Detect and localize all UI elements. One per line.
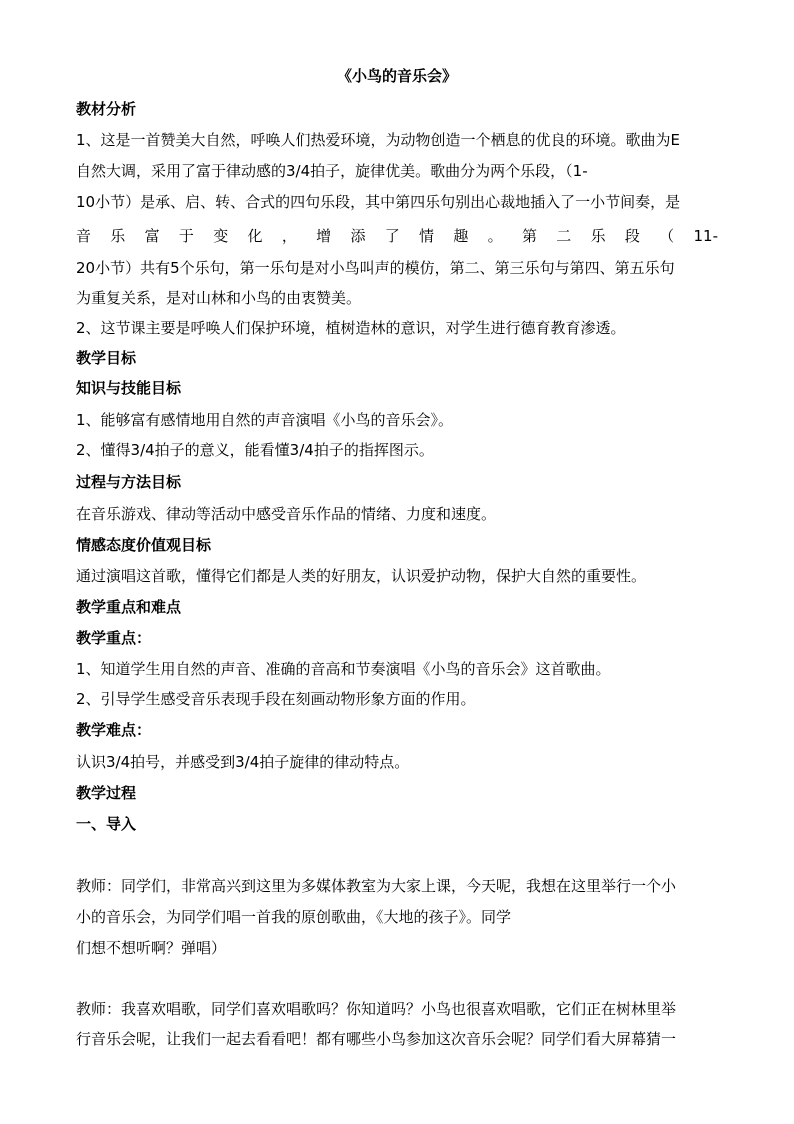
subheading-difficulty: 教学难点： [76,721,152,739]
paragraph-line: 2、懂得3/4拍子的意义，能看懂3/4拍子的指挥图示。 [76,441,434,459]
paragraph-line: 行音乐会呢，让我们一起去看看吧！都有哪些小鸟参加这次音乐会呢？同学们看大屏幕猜一 [76,1030,677,1048]
paragraph-line: 1、这是一首赞美大自然，呼唤人们热爱环境，为动物创造一个栖息的优良的环境。歌曲为E [76,131,681,149]
paragraph-line: 2、引导学生感受音乐表现手段在刻画动物形象方面的作用。 [76,690,476,708]
paragraph-line: 为重复关系，是对山林和小鸟的由衷赞美。 [76,289,362,307]
paragraph-line: 自然大调，采用了富于律动感的3/4拍子，旋律优美。歌曲分为两个乐段，（1- [76,162,588,180]
subheading-knowledge: 知识与技能目标 [76,379,182,397]
section-intro: 一、导入 [76,815,137,833]
paragraph-line: 教师：同学们，非常高兴到这里为多媒体教室为大家上课，今天呢，我想在这里举行一个小 [76,877,677,895]
paragraph-line: 们想不想听啊？弹唱） [76,939,227,957]
paragraph-line: 通过演唱这首歌，懂得它们都是人类的好朋友，认识爱护动物，保护大自然的重要性。 [76,567,647,585]
subheading-process: 过程与方法目标 [76,473,182,491]
subheading-focus: 教学重点： [76,629,152,647]
subheading-emotion: 情感态度价值观目标 [76,536,212,554]
paragraph-line: 10小节）是承、启、转、合式的四句乐段，其中第四乐句别出心裁地插入了一小节间奏，是 [76,193,681,211]
paragraph-line: 20小节）共有5个乐句，第一乐句是对小鸟叫声的模仿，第二、第三乐句与第四、第五乐句 [76,259,675,277]
paragraph-line: 教师：我喜欢唱歌，同学们喜欢唱歌吗？你知道吗？小鸟也很喜欢唱歌，它们正在树林里举 [76,1000,677,1018]
paragraph-line: 2、这节课主要是呼唤人们保护环境，植树造林的意识，对学生进行德育教育渗透。 [76,319,626,337]
paragraph-line: 音乐富于变化，增添了情趣。第二乐段（11- [76,227,718,245]
heading-goals: 教学目标 [76,349,137,367]
document-title: 《小鸟的音乐会》 [336,67,457,85]
paragraph-line: 认识3/4拍号，并感受到3/4拍子旋律的律动特点。 [76,753,410,771]
paragraph-line: 小的音乐会，为同学们唱一首我的原创歌曲，《大地的孩子》。同学 [76,908,512,926]
paragraph-line: 在音乐游戏、律动等活动中感受音乐作品的情绪、力度和速度。 [76,505,497,523]
heading-process: 教学过程 [76,784,137,802]
paragraph-line: 1、能够富有感情地用自然的声音演唱《小鸟的音乐会》。 [76,411,454,429]
heading-analysis: 教材分析 [76,100,137,118]
paragraph-line: 1、知道学生用自然的声音、准确的音高和节奏演唱《小鸟的音乐会》这首歌曲。 [76,660,611,678]
heading-keypoints: 教学重点和难点 [76,598,182,616]
